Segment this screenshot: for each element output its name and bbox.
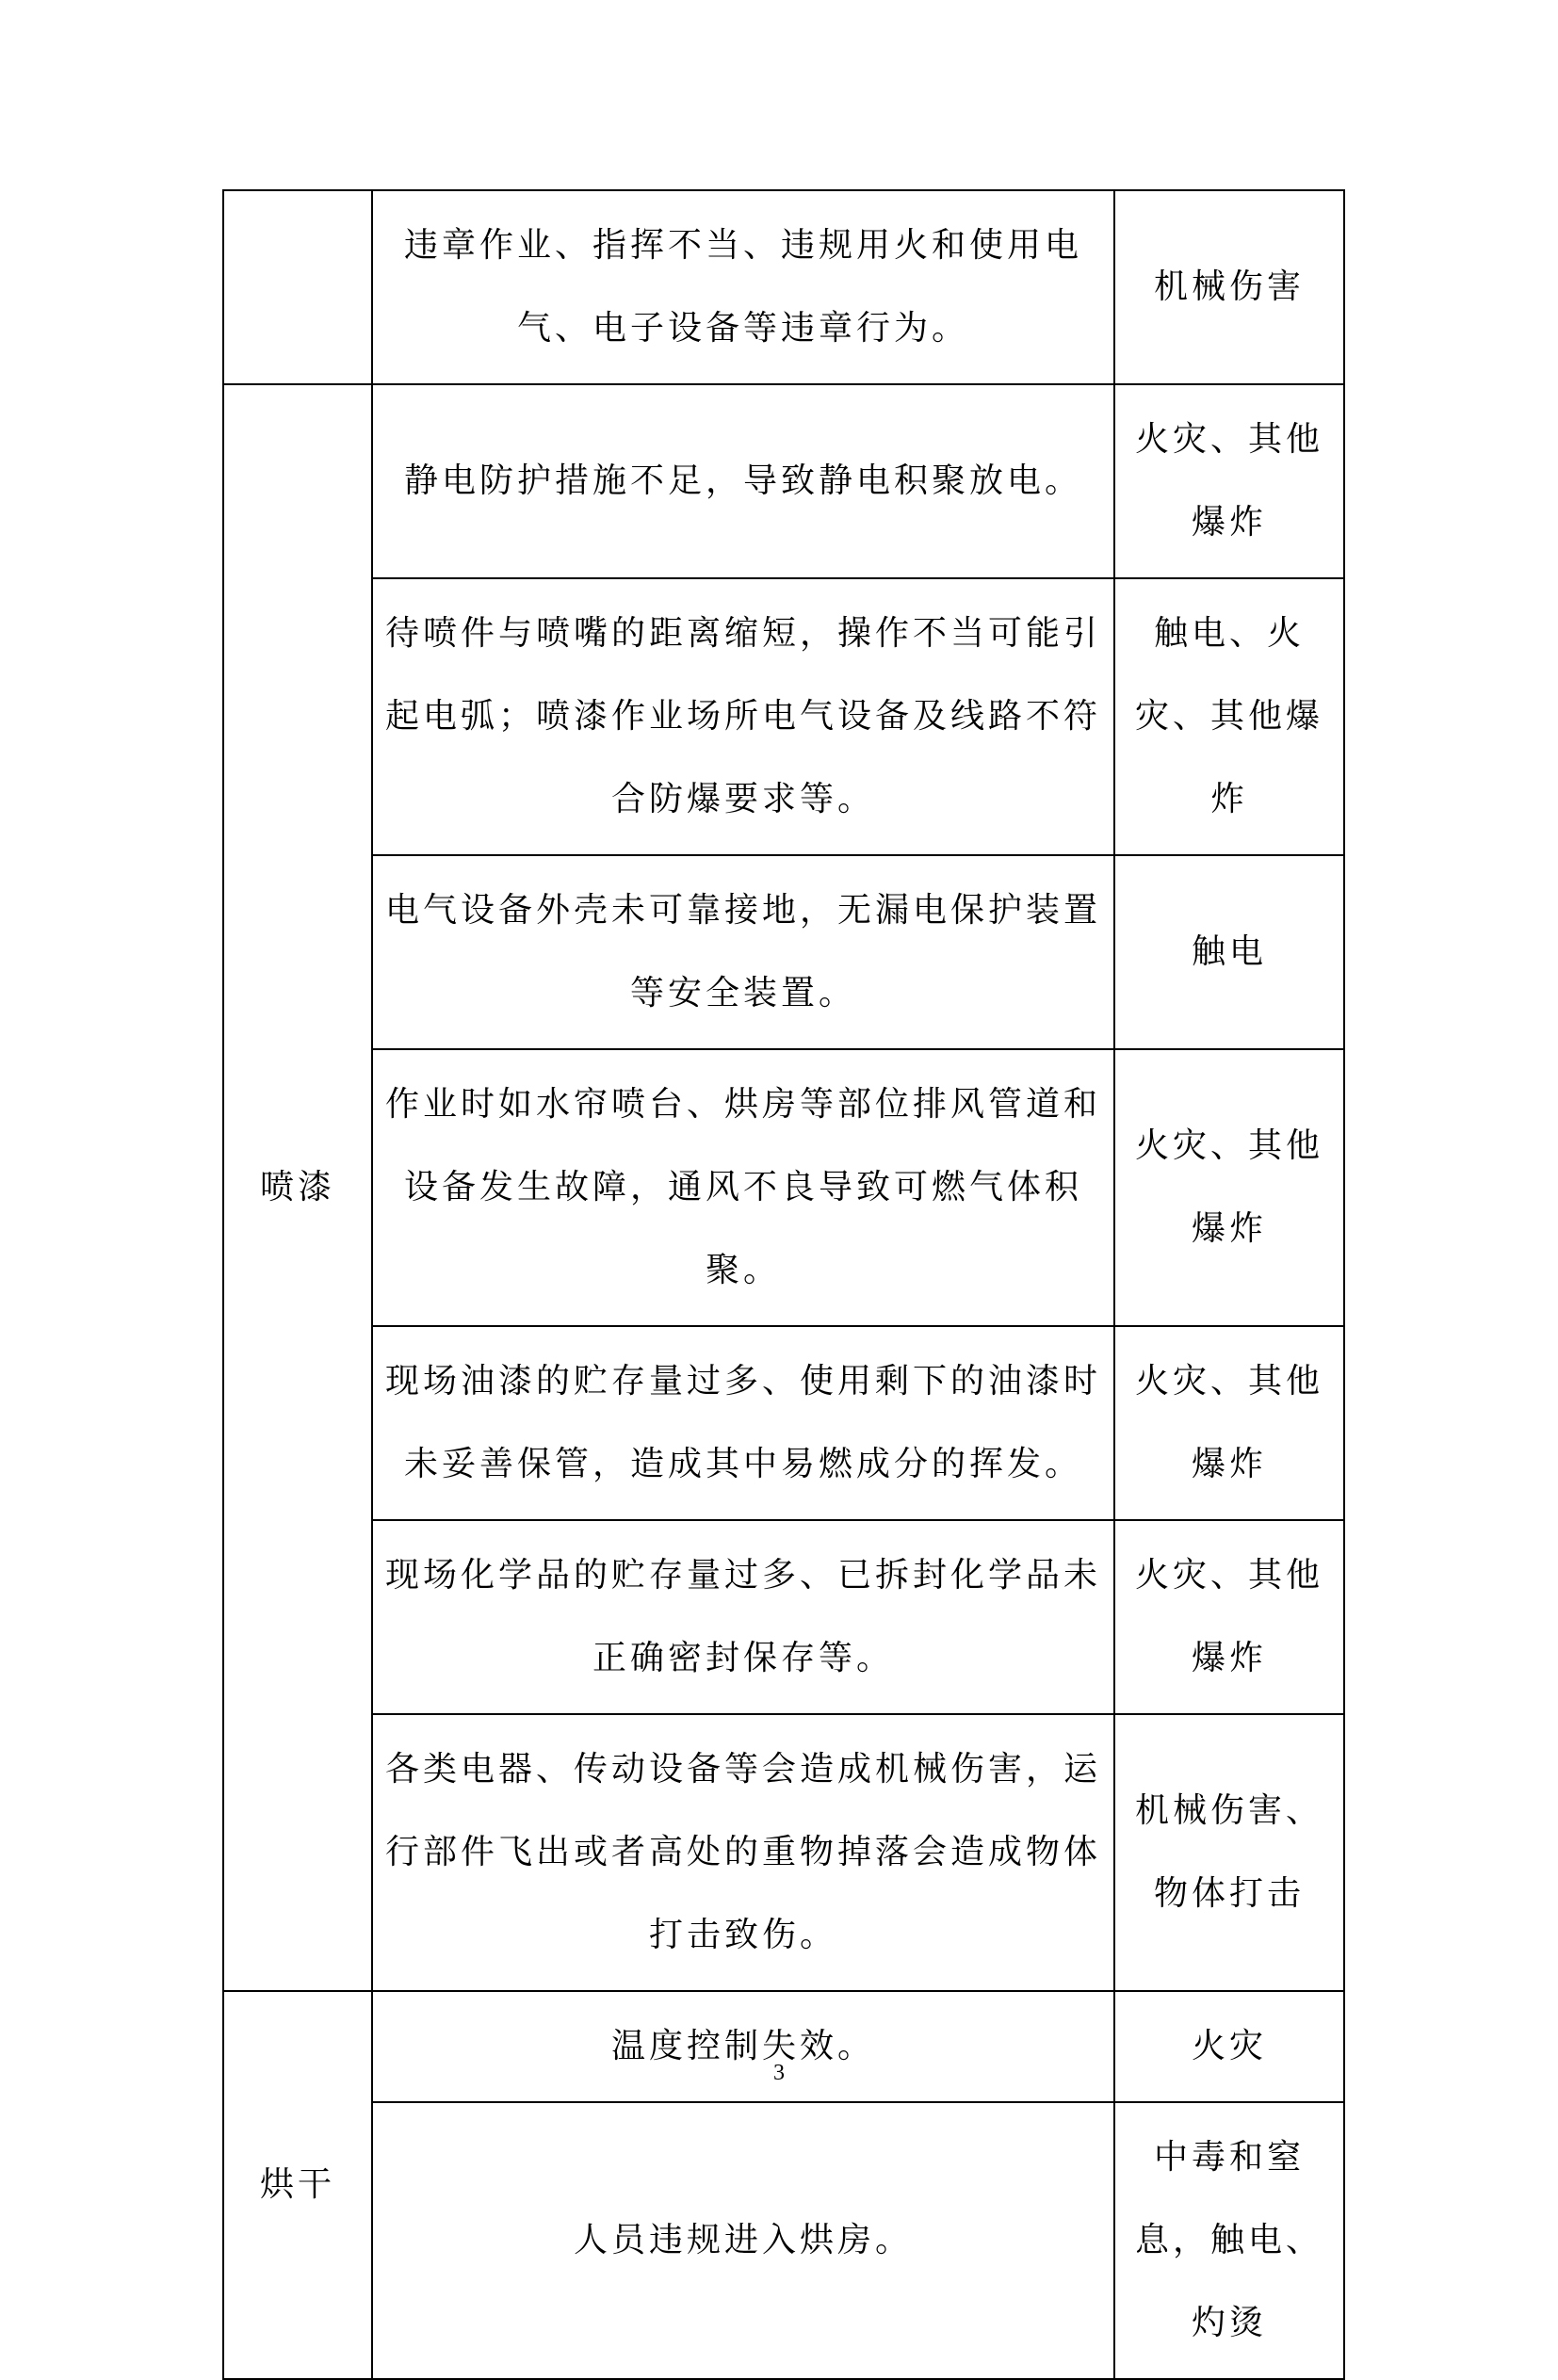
hazard-cell: 触电 [1114, 855, 1344, 1049]
hazard-cell: 火灾、其他爆炸 [1114, 384, 1344, 578]
hazard-cell: 火灾、其他爆炸 [1114, 1520, 1344, 1714]
hazard-cell: 火灾 [1114, 1991, 1344, 2102]
table-row [223, 190, 1344, 384]
table-row [223, 855, 1344, 1049]
description-cell: 电气设备外壳未可靠接地，无漏电保护装置等安全装置。 [372, 855, 1114, 1049]
table-row [223, 2102, 1344, 2379]
table-row [223, 578, 1344, 855]
description-cell: 作业时如水帘喷台、烘房等部位排风管道和设备发生故障，通风不良导致可燃气体积聚。 [372, 1049, 1114, 1326]
table-row [223, 1049, 1344, 1326]
hazard-cell: 触电、火灾、其他爆炸 [1114, 578, 1344, 855]
description-cell: 违章作业、指挥不当、违规用火和使用电气、电子设备等违章行为。 [372, 190, 1114, 384]
category-cell [223, 190, 372, 384]
hazard-cell: 火灾、其他爆炸 [1114, 1326, 1344, 1520]
table-row [223, 384, 1344, 578]
hazard-cell: 机械伤害 [1114, 190, 1344, 384]
hazard-cell: 火灾、其他爆炸 [1114, 1049, 1344, 1326]
table-row [223, 1714, 1344, 1991]
description-cell: 温度控制失效。 [372, 1991, 1114, 2102]
description-cell: 静电防护措施不足，导致静电积聚放电。 [372, 384, 1114, 578]
description-cell: 各类电器、传动设备等会造成机械伤害，运行部件飞出或者高处的重物掉落会造成物体打击致伤。 [372, 1714, 1114, 1991]
description-cell: 现场油漆的贮存量过多、使用剩下的油漆时未妥善保管，造成其中易燃成分的挥发。 [372, 1326, 1114, 1520]
category-cell: 烘干 [223, 1991, 372, 2379]
category-cell: 喷漆 [223, 384, 372, 1991]
hazard-cell: 机械伤害、物体打击 [1114, 1714, 1344, 1991]
table-row [223, 1326, 1344, 1520]
page-number: 3 [773, 2061, 785, 2085]
description-cell: 现场化学品的贮存量过多、已拆封化学品未正确密封保存等。 [372, 1520, 1114, 1714]
hazard-cell: 中毒和窒息，触电、灼烫 [1114, 2102, 1344, 2379]
hazard-table [222, 189, 1345, 2380]
description-cell: 人员违规进入烘房。 [372, 2102, 1114, 2379]
description-cell: 待喷件与喷嘴的距离缩短，操作不当可能引起电弧；喷漆作业场所电气设备及线路不符合防爆要求等。 [372, 578, 1114, 855]
table-row [223, 1520, 1344, 1714]
